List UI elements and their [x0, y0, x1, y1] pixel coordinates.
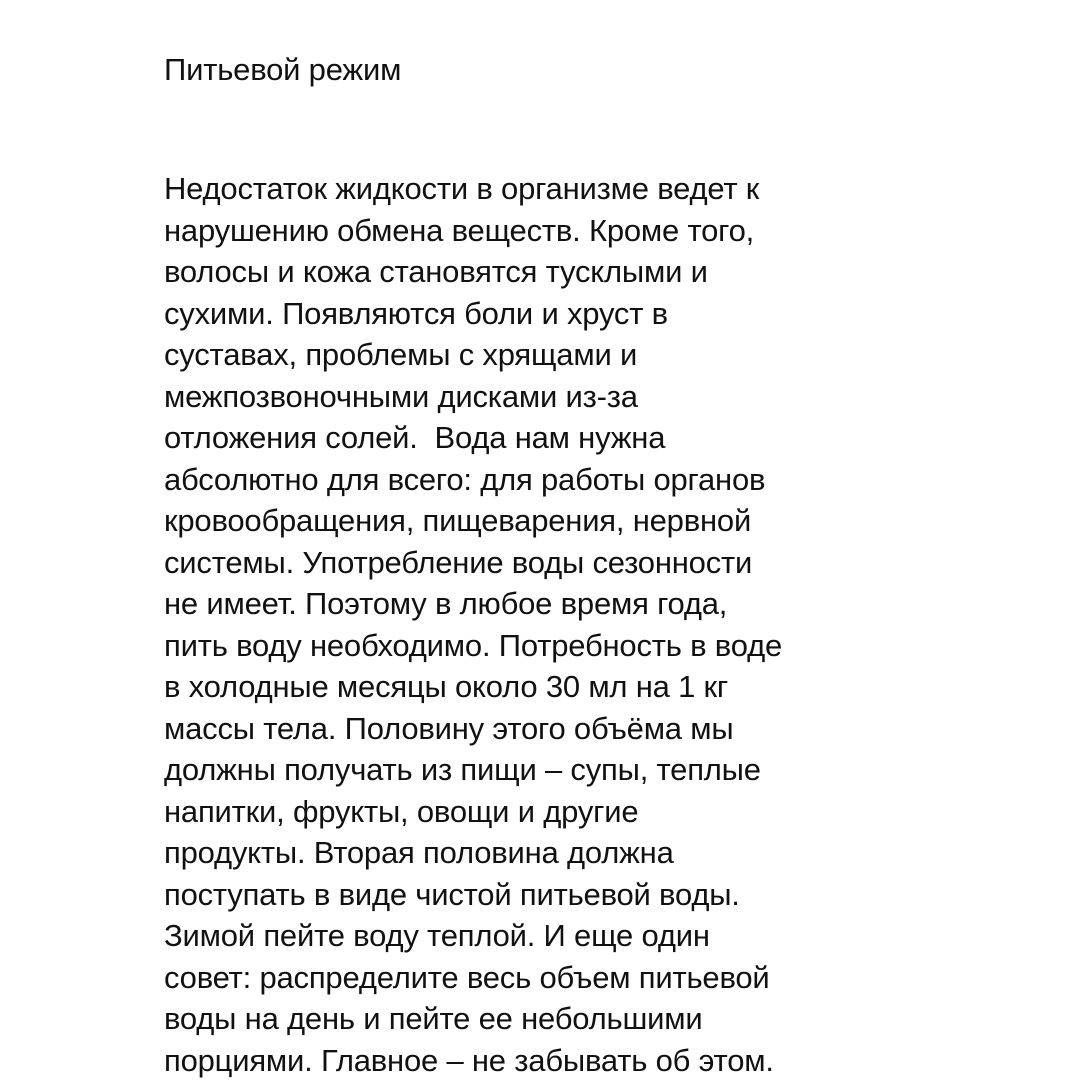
- note-body-line: межпозвоночными дисками из-за: [164, 378, 638, 414]
- note-body-line: нарушению обмена веществ. Кроме того,: [164, 212, 755, 248]
- note-body-line: системы. Употребление воды сезонности: [164, 544, 753, 580]
- note-body-line: порциями. Главное – не забывать об этом.: [164, 1042, 774, 1078]
- note-body-line: напитки, фрукты, овощи и другие: [164, 793, 639, 829]
- note-body-line: волосы и кожа становятся тусклыми и: [164, 254, 708, 289]
- note-body-line: в холодные месяцы около 30 мл на 1 кг: [164, 669, 729, 704]
- note-body-line: суставах, проблемы с хрящами и: [164, 337, 638, 372]
- note-body-line: кровообращения, пищеварения, нервной: [164, 503, 752, 538]
- note-body-line: отложения солей. Вода нам нужна: [164, 420, 666, 455]
- note-body: [164, 168, 1064, 1080]
- note-body-line: совет: распределите весь объем питьевой: [164, 959, 770, 995]
- note-body-line: Зимой пейте воду теплой. И еще один: [164, 918, 710, 953]
- note-body-line: Недостаток жидкости в организме ведет к: [164, 171, 760, 206]
- note-body-line: должны получать из пищи – супы, теплые: [164, 752, 761, 787]
- note-body-line: продукты. Вторая половина должна: [164, 835, 674, 870]
- note-body-line: воды на день и пейте ее небольшими: [164, 1001, 703, 1036]
- note-title: Питьевой режим: [164, 52, 402, 87]
- note-body-line: массы тела. Половину этого объёма мы: [164, 710, 734, 746]
- note-body-line: абсолютно для всего: для работы органов: [164, 461, 766, 497]
- note-body-line: пить воду необходимо. Потребность в воде: [164, 627, 783, 663]
- note-body-line: сухими. Появляются боли и хруст в: [164, 295, 668, 331]
- note-content: [164, 44, 1064, 1080]
- note-body-line: не имеет. Поэтому в любое время года,: [164, 586, 728, 621]
- note-body-line: поступать в виде чистой питьевой воды.: [164, 876, 740, 912]
